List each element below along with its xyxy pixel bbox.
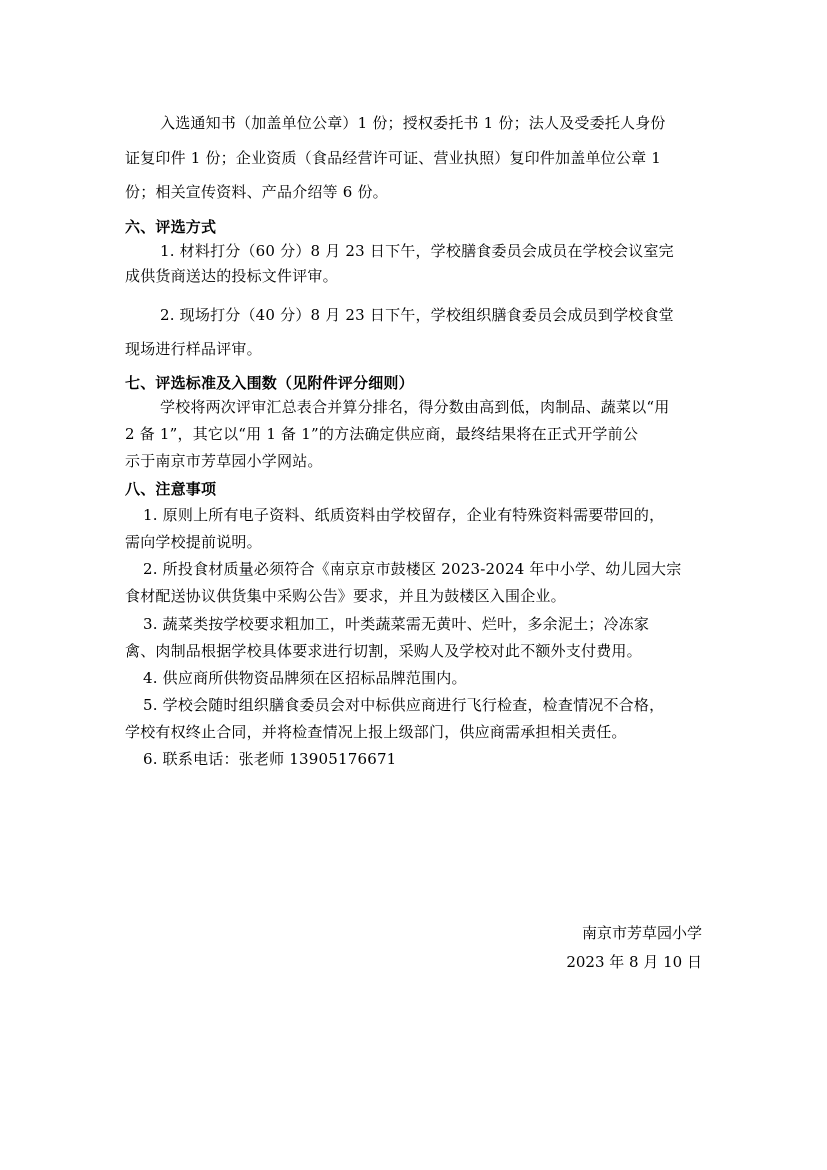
section-8-item-5-line-1: 5. 学校会随时组织膳食委员会对中标供应商进行飞行检查，检查情况不合格， bbox=[143, 696, 665, 714]
section-7-line-2: 2 备 1”，其它以“用 1 备 1”的方法确定供应商，最终结果将在正式开学前公 bbox=[125, 425, 639, 443]
signature-organization: 南京市芳草园小学 bbox=[581, 924, 702, 942]
section-8-item-1-line-1: 1. 原则上所有电子资料、纸质资料由学校留存，企业有特殊资料需要带回的， bbox=[143, 506, 665, 524]
intro-line-2: 证复印件 1 份；企业资质（食品经营许可证、营业执照）复印件加盖单位公章 1 bbox=[125, 149, 661, 167]
section-8-item-2-line-1: 2. 所投食材质量必须符合《南京京市鼓楼区 2023-2024 年中小学、幼儿园大宗 bbox=[143, 560, 682, 578]
section-7-title: 七、评选标准及入围数（见附件评分细则） bbox=[125, 374, 414, 392]
section-6-item-1-line-2: 成供货商送达的投标文件评审。 bbox=[125, 267, 338, 285]
section-7-line-1: 学校将两次评审汇总表合并算分排名，得分数由高到低，肉制品、蔬菜以“用 bbox=[160, 398, 670, 416]
section-8-item-6: 6. 联系电话：张老师 13905176671 bbox=[143, 750, 397, 768]
intro-line-3: 份；相关宣传资料、产品介绍等 6 份。 bbox=[125, 183, 388, 201]
section-8-title: 八、注意事项 bbox=[125, 480, 217, 498]
section-8-item-3-line-1: 3. 蔬菜类按学校要求粗加工，叶类蔬菜需无黄叶、烂叶，多余泥土；冷冻家 bbox=[143, 615, 650, 633]
intro-line-1: 入选通知书（加盖单位公章）1 份；授权委托书 1 份；法人及受委托人身份 bbox=[160, 114, 666, 132]
section-6-item-2-line-2: 现场进行样品评审。 bbox=[125, 340, 262, 358]
section-6-item-2-line-1: 2. 现场打分（40 分）8 月 23 日下午，学校组织膳食委员会成员到学校食堂 bbox=[160, 306, 674, 324]
section-8-item-5-line-2: 学校有权终止合同，并将检查情况上报上级部门，供应商需承担相关责任。 bbox=[125, 723, 627, 741]
section-8-item-2-line-2: 食材配送协议供货集中采购公告》要求，并且为鼓楼区入围企业。 bbox=[125, 587, 566, 605]
section-8-item-3-line-2: 禽、肉制品根据学校具体要求进行切割，采购人及学校对此不额外支付费用。 bbox=[125, 642, 642, 660]
section-8-item-1-line-2: 需向学校提前说明。 bbox=[125, 533, 262, 551]
section-7-line-3: 示于南京市芳草园小学网站。 bbox=[125, 452, 323, 470]
section-6-item-1-line-1: 1. 材料打分（60 分）8 月 23 日下午，学校膳食委员会成员在学校会议室完 bbox=[160, 242, 674, 260]
signature-date: 2023 年 8 月 10 日 bbox=[566, 953, 702, 971]
section-8-item-4: 4. 供应商所供物资品牌须在区招标品牌范围内。 bbox=[143, 669, 467, 687]
section-6-title: 六、评选方式 bbox=[125, 218, 217, 236]
